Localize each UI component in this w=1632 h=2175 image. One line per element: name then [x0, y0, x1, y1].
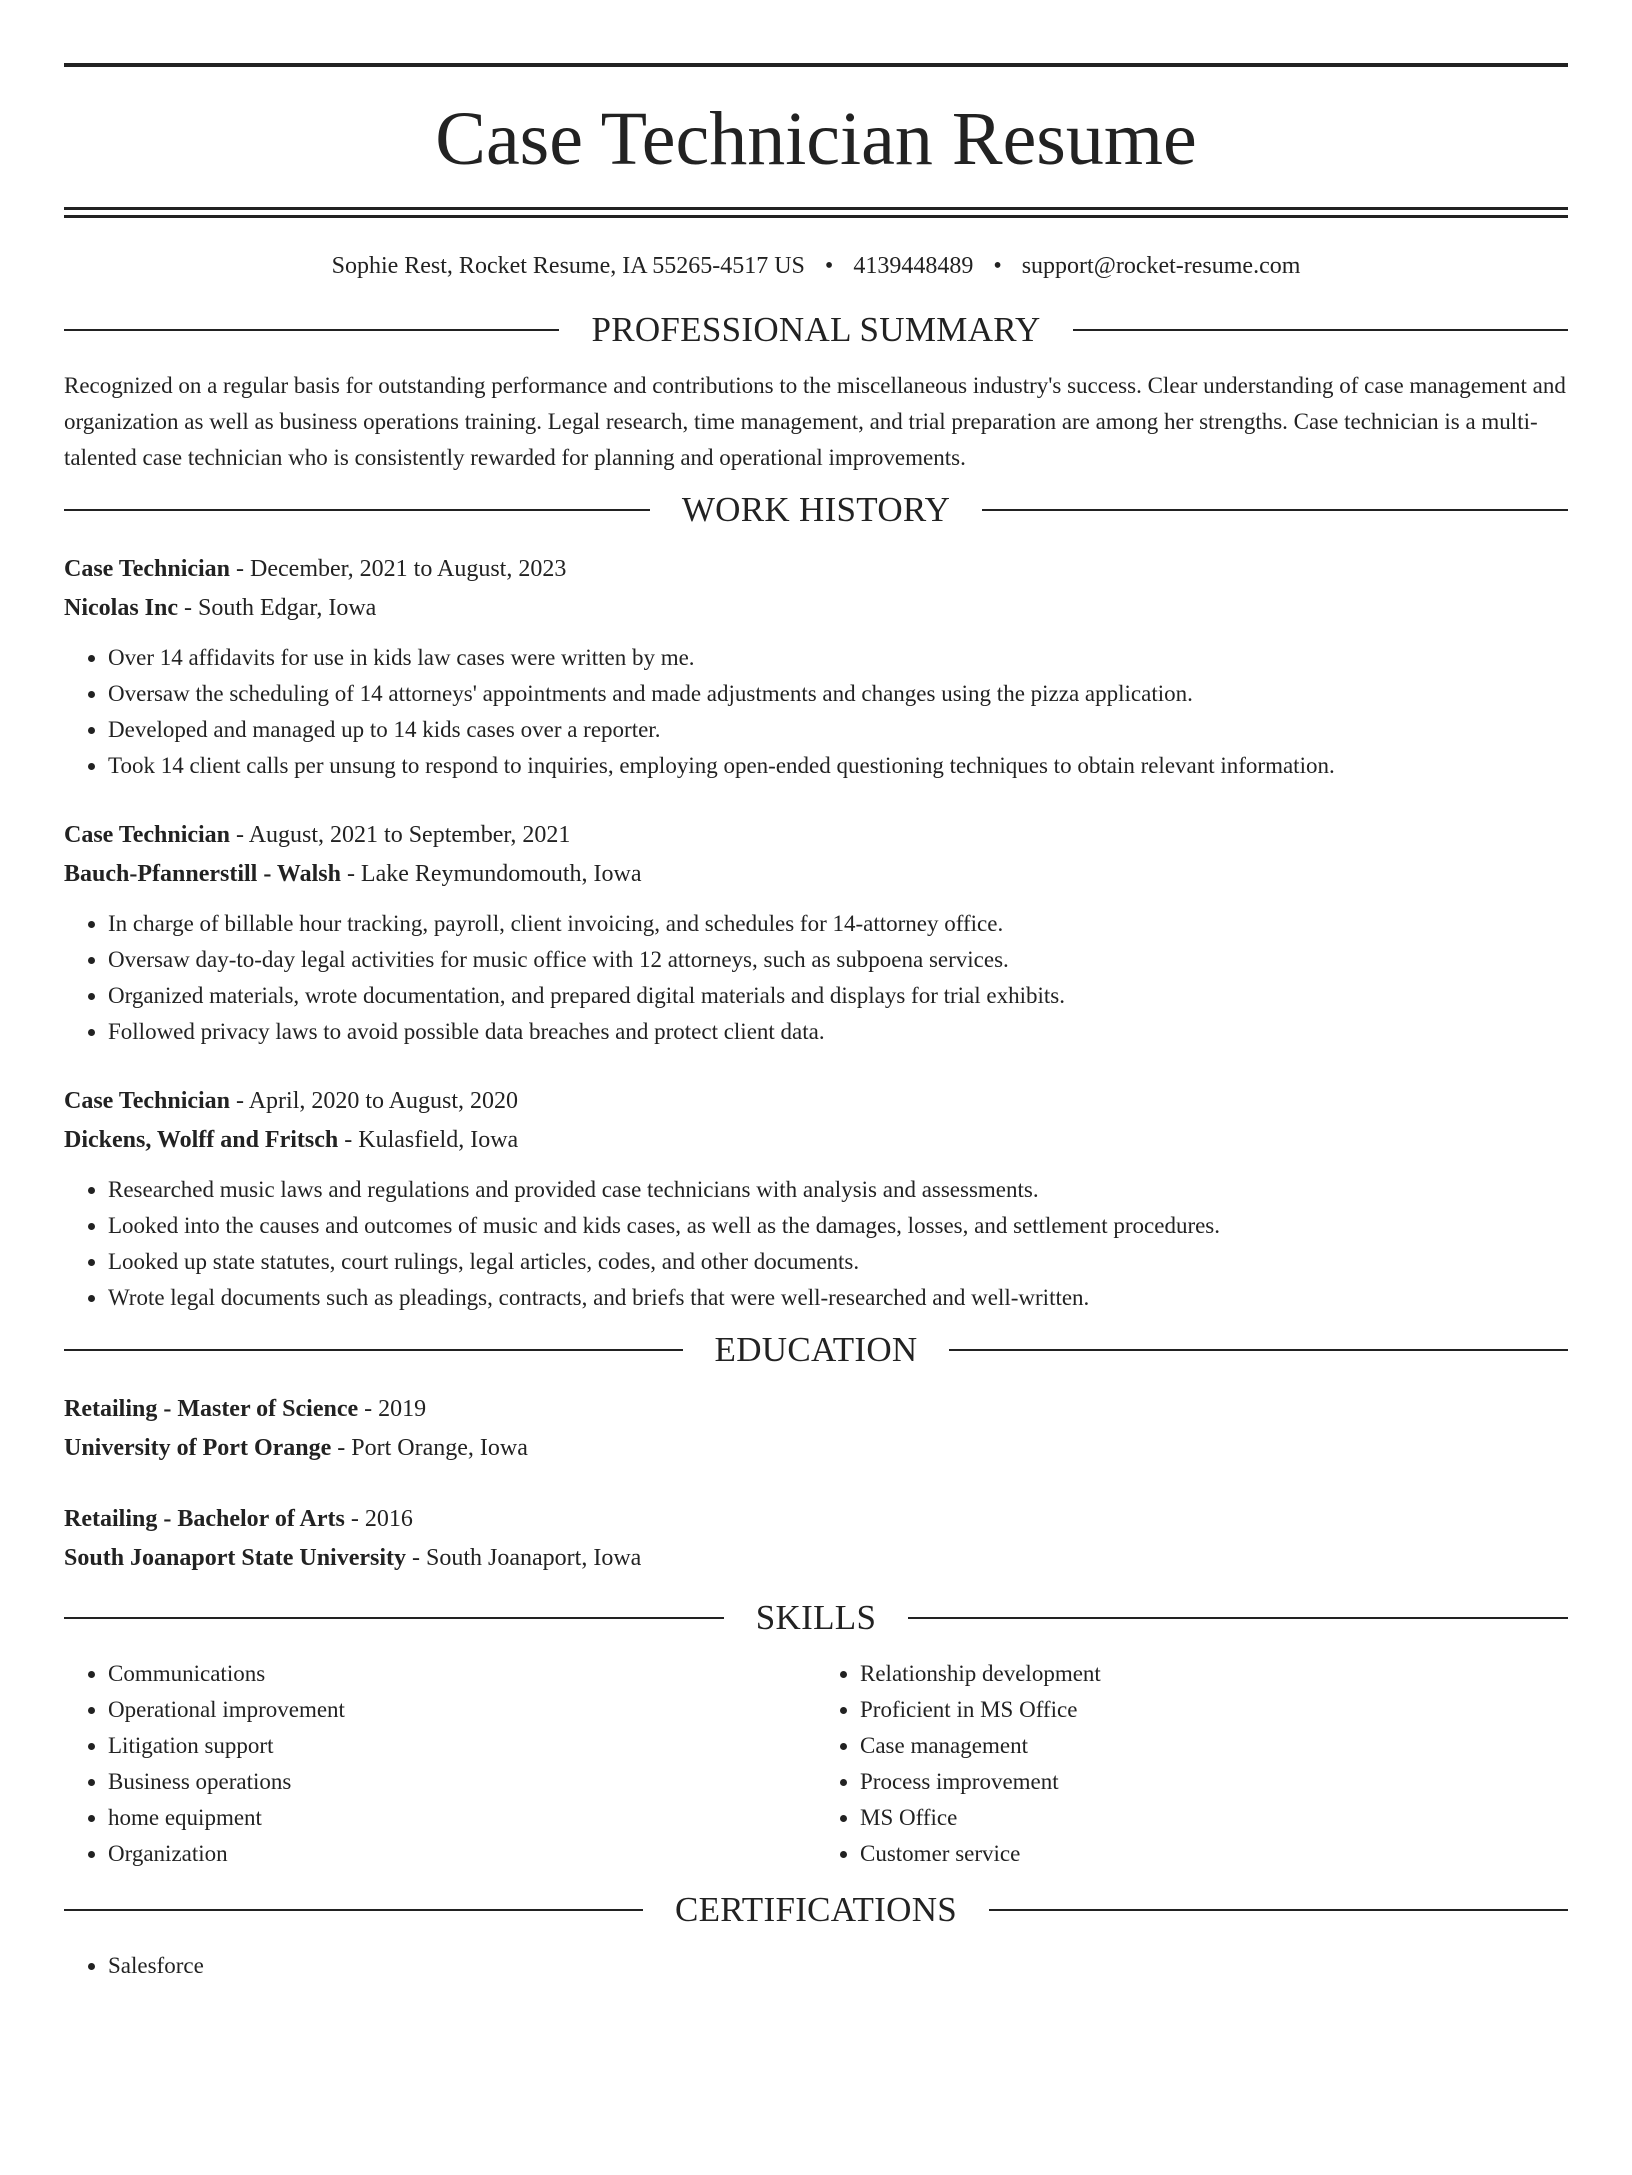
job-company: Dickens, Wolff and Fritsch — [64, 1127, 339, 1153]
summary-text: Recognized on a regular basis for outstanding performance and contributions to the miscellaneous industry's success. Clear understanding of case management and organization as well as business operations training. Legal research, time management, and trial preparation are among her strengths. Case technician is a multi-talented case technician who is consistently rewarded for planning and operational improvements. — [64, 373, 1566, 470]
education-year: - 2016 — [344, 1506, 413, 1532]
job-title-line — [64, 1082, 1568, 1121]
job-title-line — [64, 816, 1568, 855]
top-rule — [64, 63, 1568, 67]
skill-item: • Relationship development — [860, 1656, 1568, 1692]
heading-rule-left — [64, 329, 559, 331]
work-heading: WORK HISTORY — [681, 490, 951, 529]
skill-item: • Organization — [108, 1836, 816, 1872]
heading-rule-right — [1073, 329, 1568, 331]
job-entry — [64, 816, 1568, 1050]
contact-separator: • — [824, 253, 834, 279]
education-degree: Retailing - Master of Science — [64, 1396, 359, 1422]
skill-item: • Litigation support — [108, 1728, 816, 1764]
title-double-rule — [64, 207, 1568, 218]
job-bullets — [64, 906, 1568, 1050]
education-degree-line — [64, 1390, 1568, 1429]
job-bullet: • Organized materials, wrote documentation, and prepared digital materials and displays for trial exhibits. — [108, 978, 1568, 1014]
contact-address: Sophie Rest, Rocket Resume, IA 55265-4517 US — [331, 253, 805, 279]
contact-line — [64, 252, 1568, 280]
heading-rule-left — [64, 509, 650, 511]
job-bullet: • Followed privacy laws to avoid possible data breaches and protect client data. — [108, 1014, 1568, 1050]
education-entry — [64, 1390, 1568, 1468]
job-bullet: • Researched music laws and regulations and provided case technicians with analysis and assessments. — [108, 1172, 1568, 1208]
job-location: - Lake Reymundomouth, Iowa — [340, 861, 642, 887]
work-heading-row — [64, 490, 1568, 530]
job-bullet: • Wrote legal documents such as pleadings, contracts, and briefs that were well-researched and well-written. — [108, 1280, 1568, 1316]
contact-phone: 4139448489 — [853, 253, 974, 279]
education-entry — [64, 1500, 1568, 1578]
summary-heading: PROFESSIONAL SUMMARY — [591, 310, 1041, 349]
education-degree-line — [64, 1500, 1568, 1539]
job-company-line — [64, 589, 1568, 628]
contact-email: support@rocket-resume.com — [1021, 253, 1301, 279]
education-heading-row — [64, 1330, 1568, 1370]
certification-item: • Salesforce — [108, 1948, 1568, 1984]
heading-rule-left — [64, 1617, 724, 1619]
education-location: - Port Orange, Iowa — [331, 1435, 528, 1461]
skills-grid — [64, 1656, 1568, 1872]
skills-heading: SKILLS — [755, 1598, 877, 1637]
certifications-list — [64, 1948, 1568, 1984]
job-title: Case Technician — [64, 556, 231, 582]
job-dates: - August, 2021 to September, 2021 — [230, 822, 571, 848]
job-bullet: • Oversaw day-to-day legal activities for music office with 12 attorneys, such as subpoena services. — [108, 942, 1568, 978]
education-location: - South Joanaport, Iowa — [406, 1545, 642, 1571]
heading-rule-right — [989, 1909, 1568, 1911]
job-dates: - December, 2021 to August, 2023 — [230, 556, 567, 582]
skill-item: • Customer service — [860, 1836, 1568, 1872]
job-location: - Kulasfield, Iowa — [338, 1127, 519, 1153]
job-bullet: • Oversaw the scheduling of 14 attorneys' appointments and made adjustments and changes using the pizza application. — [108, 676, 1568, 712]
education-school-line — [64, 1539, 1568, 1578]
skill-item: • Proficient in MS Office — [860, 1692, 1568, 1728]
job-bullet: • Over 14 affidavits for use in kids law cases were written by me. — [108, 640, 1568, 676]
job-bullet: • Took 14 client calls per unsung to respond to inquiries, employing open-ended questioning techniques to obtain relevant information. — [108, 748, 1568, 784]
job-bullet: • Developed and managed up to 14 kids cases over a reporter. — [108, 712, 1568, 748]
job-company-line — [64, 1121, 1568, 1160]
certifications-heading: CERTIFICATIONS — [674, 1890, 958, 1929]
job-company: Bauch-Pfannerstill - Walsh — [64, 861, 341, 887]
job-company-line — [64, 855, 1568, 894]
skill-item: • Process improvement — [860, 1764, 1568, 1800]
job-entry — [64, 550, 1568, 784]
job-bullets — [64, 1172, 1568, 1316]
heading-rule-right — [908, 1617, 1568, 1619]
summary-heading-row — [64, 310, 1568, 350]
contact-separator: • — [993, 253, 1002, 279]
job-title: Case Technician — [64, 1088, 231, 1114]
job-bullet: • Looked up state statutes, court rulings, legal articles, codes, and other documents. — [108, 1244, 1568, 1280]
education-year: - 2019 — [358, 1396, 427, 1422]
education-degree: Retailing - Bachelor of Arts — [64, 1506, 345, 1532]
education-school: South Joanaport State University — [64, 1545, 407, 1571]
education-school: University of Port Orange — [64, 1435, 332, 1461]
job-bullet: • Looked into the causes and outcomes of music and kids cases, as well as the damages, losses, and settlement procedures. — [108, 1208, 1568, 1244]
job-bullets — [64, 640, 1568, 784]
heading-rule-left — [64, 1349, 683, 1351]
skill-item: • MS Office — [860, 1800, 1568, 1836]
job-bullet: • In charge of billable hour tracking, payroll, client invoicing, and schedules for 14-attorney office. — [108, 906, 1568, 942]
education-school-line — [64, 1429, 1568, 1468]
resume-page — [0, 63, 1632, 2175]
job-location: - South Edgar, Iowa — [178, 595, 377, 621]
job-title-line — [64, 550, 1568, 589]
skill-item: • Operational improvement — [108, 1692, 816, 1728]
job-company: Nicolas Inc — [64, 595, 178, 621]
job-entry — [64, 1082, 1568, 1316]
skill-item: • Communications — [108, 1656, 816, 1692]
heading-rule-right — [982, 509, 1568, 511]
skills-column-left — [64, 1656, 816, 1872]
heading-rule-left — [64, 1909, 643, 1911]
skills-column-right — [816, 1656, 1568, 1872]
skills-heading-row — [64, 1598, 1568, 1638]
education-heading: EDUCATION — [714, 1330, 918, 1369]
job-dates: - April, 2020 to August, 2020 — [230, 1088, 519, 1114]
heading-rule-right — [949, 1349, 1568, 1351]
skill-item: • Business operations — [108, 1764, 816, 1800]
job-title: Case Technician — [64, 822, 231, 848]
page-title: Case Technician Resume — [435, 97, 1197, 181]
certifications-heading-row — [64, 1890, 1568, 1930]
skill-item: • Case management — [860, 1728, 1568, 1764]
skill-item: • home equipment — [108, 1800, 816, 1836]
